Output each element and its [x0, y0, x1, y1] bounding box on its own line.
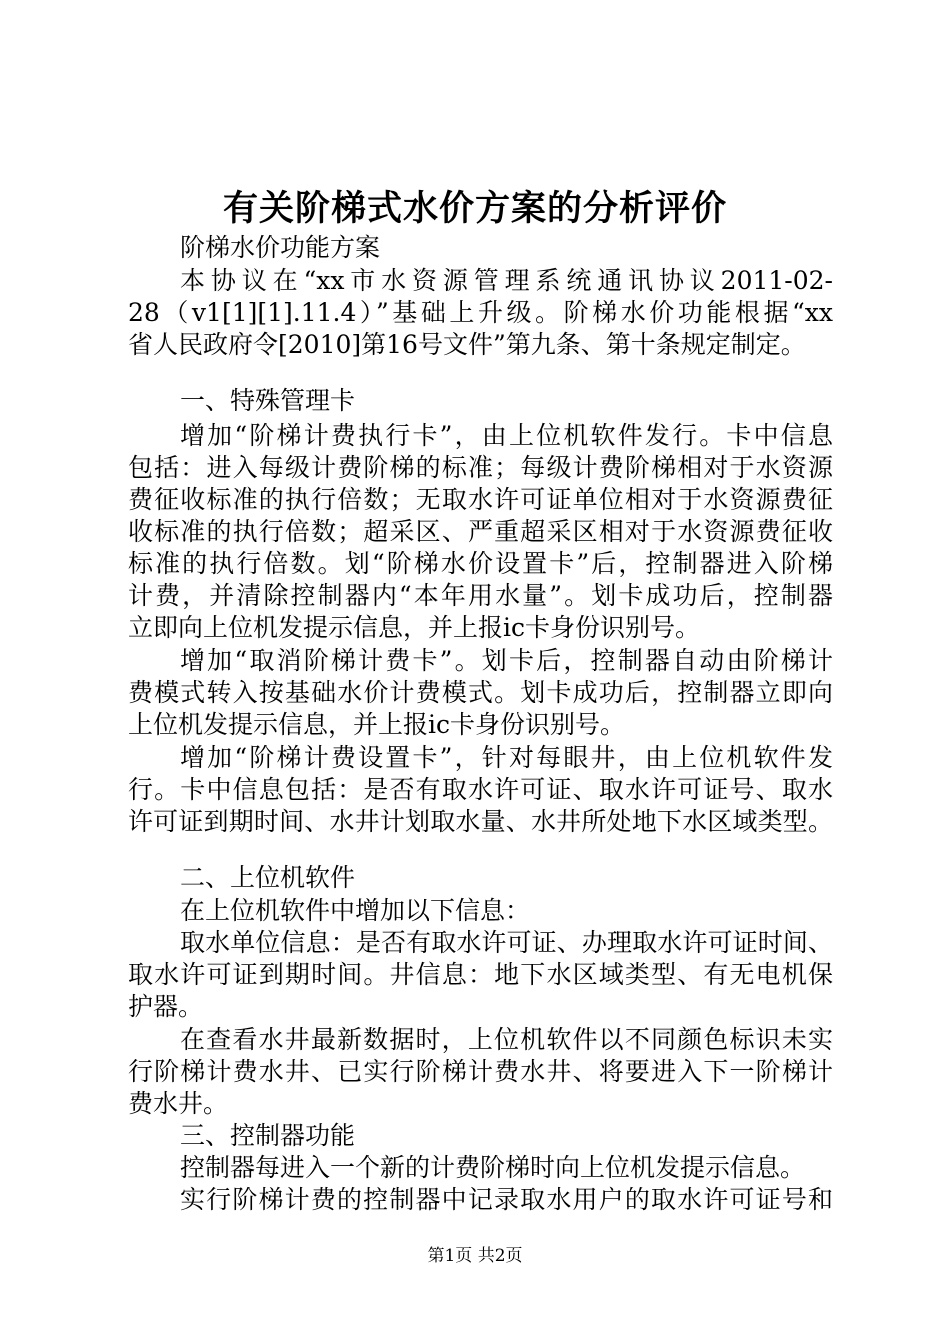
- paragraph-line: 计费，并清除控制器内“本年用水量”。划卡成功后，控制器: [128, 581, 833, 610]
- paragraph-line: 费征收标准的执行倍数；无取水许可证单位相对于水资源费征: [128, 485, 833, 514]
- paragraph-line: 护器。: [128, 992, 204, 1021]
- paragraph-line: 取水单位信息：是否有取水许可证、办理取水许可证时间、: [180, 928, 833, 957]
- paragraph-line: 本协议在“xx市水资源管理系统通讯协议2011-02-: [180, 266, 833, 295]
- paragraph-line: 行阶梯计费水井、已实行阶梯计费水井、将要进入下一阶梯计: [128, 1057, 833, 1086]
- paragraph-line: 在查看水井最新数据时，上位机软件以不同颜色标识未实: [180, 1025, 833, 1054]
- paragraph-line: 28（v1[1][1].11.4）”基础上升级。阶梯水价功能根据“xx: [128, 298, 833, 327]
- paragraph-line: 增加“取消阶梯计费卡”。划卡后，控制器自动由阶梯计: [180, 646, 833, 675]
- paragraph-line: 标准的执行倍数。划“阶梯水价设置卡”后，控制器进入阶梯: [128, 549, 833, 578]
- document-title: 有关阶梯式水价方案的分析评价: [222, 189, 727, 229]
- paragraph-line: 费模式转入按基础水价计费模式。划卡成功后，控制器立即向: [128, 678, 833, 707]
- paragraph-line: 费水井。: [128, 1089, 229, 1118]
- page-footer: 第1页 共2页: [427, 1246, 523, 1266]
- paragraph-line: 二、上位机软件: [180, 863, 356, 892]
- paragraph-line: 收标准的执行倍数；超采区、严重超采区相对于水资源费征收: [128, 517, 833, 546]
- paragraph-line: 增加“阶梯计费执行卡”，由上位机软件发行。卡中信息: [180, 421, 833, 450]
- paragraph-line: 许可证到期时间、水井计划取水量、水井所处地下水区域类型。: [128, 807, 833, 836]
- paragraph-line: 立即向上位机发提示信息，并上报ic卡身份识别号。: [128, 613, 700, 642]
- paragraph-line: 控制器每进入一个新的计费阶梯时向上位机发提示信息。: [180, 1153, 806, 1182]
- paragraph-line: 一、特殊管理卡: [180, 386, 356, 415]
- paragraph-line: 三、控制器功能: [180, 1121, 356, 1150]
- paragraph-line: 在上位机软件中增加以下信息：: [180, 896, 531, 925]
- paragraph-line: 省人民政府令[2010]第16号文件”第九条、第十条规定制定。: [128, 330, 806, 359]
- paragraph-line: 增加“阶梯计费设置卡”，针对每眼井，由上位机软件发: [180, 743, 833, 772]
- paragraph-line: 取水许可证到期时间。井信息：地下水区域类型、有无电机保: [128, 960, 833, 989]
- paragraph-line: 上位机发提示信息，并上报ic卡身份识别号。: [128, 710, 625, 739]
- paragraph-line: 实行阶梯计费的控制器中记录取水用户的取水许可证号和: [180, 1185, 833, 1214]
- paragraph-line: 行。卡中信息包括：是否有取水许可证、取水许可证号、取水: [128, 775, 833, 804]
- paragraph-line: 包括：进入每级计费阶梯的标准；每级计费阶梯相对于水资源: [128, 453, 833, 482]
- paragraph-line: 阶梯水价功能方案: [180, 233, 381, 262]
